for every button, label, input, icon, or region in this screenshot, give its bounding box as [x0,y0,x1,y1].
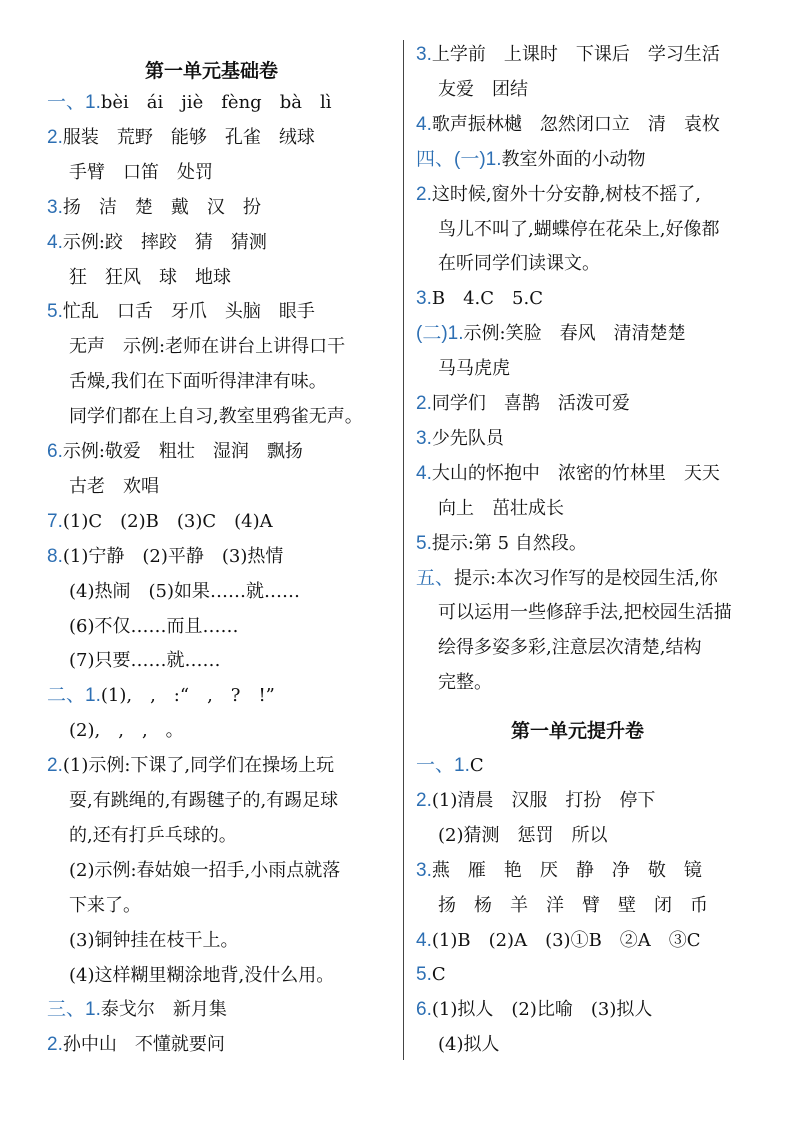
question-number: 3. [47,196,63,218]
answer-line [438,671,492,695]
answer-text: (1)清晨 汉服 打扮 停下 [431,789,656,811]
answer-line [438,894,708,918]
answer-line [69,964,334,988]
answer-line [47,510,273,534]
answer-line [416,392,630,416]
question-number: 4. [47,231,63,253]
answer-text: 同学们都在上自习,教室里鸦雀无声。 [69,406,363,428]
answer-line [69,649,221,673]
answer-line [69,929,239,953]
answer-text: (3)铜钟挂在枝干上。 [69,929,239,951]
answer-text: 教室外面的小动物 [501,148,646,170]
question-number: 5. [47,301,63,323]
question-number: 二、1. [47,685,101,707]
answer-text: 友爱 团结 [438,78,528,100]
answer-line [47,754,334,778]
answer-text: 忙乱 口舌 牙爪 头脑 眼手 [62,301,315,323]
answer-text: 手臂 口笛 处罚 [69,161,213,183]
answer-line [47,684,275,708]
answer-text: (1)B (2)A (3)①B ②A ③C [431,929,701,951]
answer-line [416,789,655,813]
answer-text: 同学们 喜鹊 活泼可爱 [431,393,630,414]
answer-line [47,91,331,115]
answer-text: 向上 茁壮成长 [438,497,564,519]
answer-line [416,113,720,137]
question-number: 6. [47,441,63,462]
answer-line [438,218,719,242]
answer-line [69,789,338,813]
question-number: 4. [416,462,432,484]
answer-line [416,462,720,486]
answer-text: (4)热闹 (5)如果……就…… [69,580,300,602]
answer-line [47,998,227,1022]
answer-text: 示例:跤 摔跤 猜 猜测 [62,231,267,253]
answer-text: (1)宁静 (2)平静 (3)热情 [62,545,284,567]
question-number: 3. [416,427,432,449]
answer-text: 鸟儿不叫了,蝴蝶停在花朵上,好像都 [438,218,720,240]
answer-line [416,43,720,67]
answer-text: B 4.C 5.C [431,288,543,310]
answer-line [438,636,701,660]
answer-text: 孙中山 不懂就要问 [62,1034,225,1056]
answer-text: 示例:笑脸 春风 清清楚楚 [463,323,686,345]
question-number: 三、1. [47,999,101,1021]
question-number: 5. [416,532,432,554]
answer-text: 扬 杨 羊 洋 臂 壁 闭 币 [438,894,708,916]
question-number: 8. [47,545,63,567]
answer-text: (1)示例:下课了,同学们在操场上玩 [62,755,335,777]
question-number: 四、(一)1. [416,148,502,170]
answer-line [47,300,315,324]
answer-text: 在听同学们读课文。 [438,253,600,275]
answer-line [69,161,213,185]
answer-text: 完整。 [438,672,492,694]
answer-text: 提示:本次习作写的是校园生活,你 [454,567,718,589]
answer-line [69,859,340,883]
answer-line [69,335,345,359]
answer-text: (7)只要……就…… [69,650,221,672]
answer-line [47,1033,225,1057]
answer-line [438,601,732,625]
answer-text: 耍,有跳绳的,有踢毽子的,有踢足球 [69,790,339,811]
answer-line [438,1033,500,1057]
answer-line [416,183,701,207]
answer-text: (1)拟人 (2)比喻 (3)拟人 [431,999,653,1021]
question-number: 3. [416,859,432,881]
answer-text: (4)这样糊里糊涂地背,没什么用。 [69,964,335,986]
question-number: 3. [416,44,432,65]
answer-line [47,126,315,150]
answer-line [438,78,528,102]
answer-text: 大山的怀抱中 浓密的竹林里 天天 [431,462,720,484]
answer-line [416,963,446,987]
answer-text: 示例:敬爱 粗壮 湿润 飘扬 [62,441,303,462]
answer-text: 狂 狂风 球 地球 [69,266,231,288]
answer-text: 歌声振林樾 忽然闭口立 清 袁枚 [431,113,720,135]
answer-line [416,287,543,311]
answer-text: bèi ái jiè fèng bà lì [100,92,332,113]
answer-text: 的,还有打乒乓球的。 [69,824,237,846]
column-divider [403,40,404,1060]
answer-line [416,427,504,451]
question-number: 3. [416,288,432,310]
question-number: 2. [416,393,432,414]
question-number: 5. [416,964,432,986]
answer-text: 扬 洁 楚 戴 汉 扮 [62,196,261,218]
question-number: 2. [416,789,432,811]
answer-text: (4)拟人 [438,1034,500,1056]
answer-line [438,824,608,848]
answer-line [438,252,600,276]
answer-text: (2), , , 。 [69,720,184,742]
question-number: 6. [416,999,432,1021]
answer-text: 提示:第 5 自然段。 [431,532,587,554]
question-number: 7. [47,510,63,532]
answer-line [69,824,237,848]
answer-text: 泰戈尔 新月集 [100,999,227,1021]
answer-text: (2)猜测 惩罚 所以 [438,824,608,846]
answer-text: 马马虎虎 [438,358,510,380]
answer-text: 燕 雁 艳 厌 静 净 敬 镜 [431,859,702,881]
question-number: (二)1. [416,323,464,345]
answer-text: 少先队员 [431,427,504,449]
question-number: 五、 [416,567,455,589]
answer-line [47,440,303,464]
answer-line [416,532,587,556]
answer-line [69,405,363,429]
answer-text: 绘得多姿多彩,注意层次清楚,结构 [438,637,702,659]
question-number: 2. [47,1034,63,1056]
question-number: 2. [47,755,63,777]
question-number: 4. [416,113,432,135]
answer-line [47,196,261,220]
question-number: 2. [47,126,63,148]
answer-text: (6)不仅……而且…… [69,615,239,637]
answer-line [69,370,327,394]
answer-line [69,719,184,743]
answer-line [416,567,718,591]
answer-text: 无声 示例:老师在讲台上讲得口干 [69,336,346,358]
answer-text: 舌燥,我们在下面听得津津有味。 [69,371,327,393]
answer-text: 服装 荒野 能够 孔雀 绒球 [62,126,315,148]
question-number: 4. [416,929,432,951]
answer-text: C [431,964,446,986]
question-number: 一、1. [47,92,101,113]
answer-line [416,998,652,1022]
answer-line [416,754,484,778]
answer-text: 下来了。 [69,894,141,916]
answer-line [438,357,510,381]
answer-line [47,545,283,569]
answer-text: 这时候,窗外十分安静,树枝不摇了, [431,183,702,205]
answer-line [416,322,686,346]
answer-line [69,615,239,639]
question-number: 一、1. [416,755,470,776]
answer-line [69,475,159,499]
answer-line [416,148,646,172]
answer-text: 古老 欢唱 [69,475,159,497]
section-title-basic: 第一单元基础卷 [145,60,279,82]
section-title-advanced: 第一单元提升卷 [511,720,645,742]
answer-text: 上学前 上课时 下课后 学习生活 [431,44,720,65]
answer-text: (1)C (2)B (3)C (4)A [62,510,273,532]
answer-text: (1), , :“ , ? !” [100,685,275,707]
answer-text: C [469,755,484,776]
answer-line [416,929,701,953]
answer-line [416,859,702,883]
answer-line [69,580,300,604]
answer-line [69,266,231,290]
answer-text: (2)示例:春姑娘一招手,小雨点就落 [69,859,341,881]
answer-line [47,231,267,255]
answer-text: 可以运用一些修辞手法,把校园生活描 [438,602,732,624]
answer-line [438,497,564,521]
answer-line [69,894,141,918]
question-number: 2. [416,183,432,205]
